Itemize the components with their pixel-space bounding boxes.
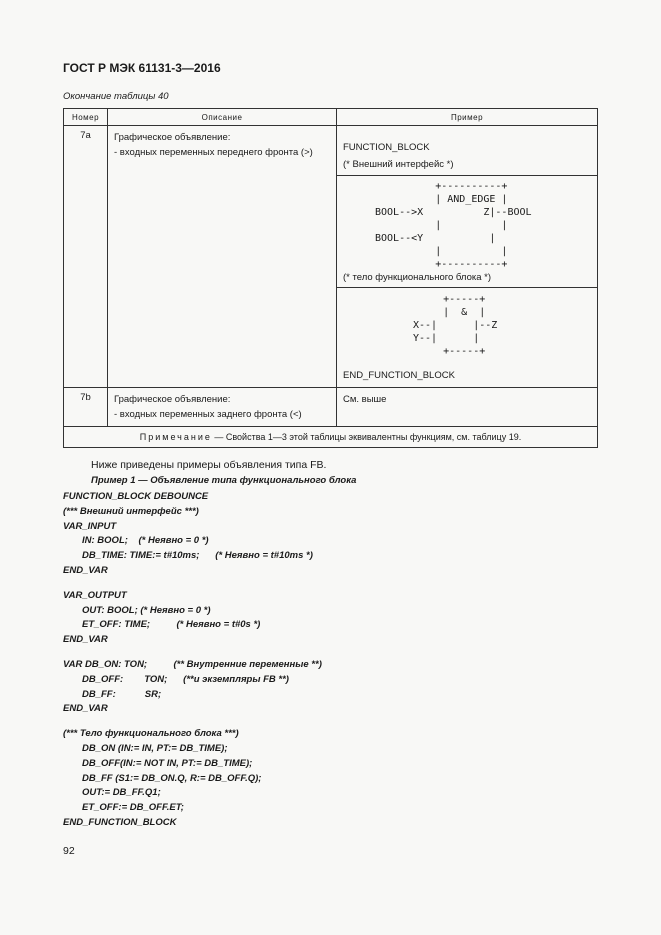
ascii-diagram: +----------+ | AND_EDGE | BOOL-->X Z|--BOOL | | BOOL--<Y | | | +----------+ xyxy=(375,181,532,270)
example-and-edge-diagram xyxy=(337,175,597,287)
example-line: (* Внешний интерфейс *) xyxy=(343,159,454,170)
code-line: END_VAR xyxy=(63,634,108,646)
code-line: DB_OFF: TON; (**и экземпляры FB **) xyxy=(82,673,289,685)
table-row xyxy=(64,126,598,388)
code-line: END_VAR xyxy=(63,703,108,715)
code-line: DB_FF (S1:= DB_ON.Q, R:= DB_OFF.Q); xyxy=(82,772,262,784)
table-40 xyxy=(63,108,598,448)
row-number: 7a xyxy=(64,126,108,388)
code-line: END_VAR xyxy=(63,565,108,576)
code-line: ET_OFF:= DB_OFF.ET; xyxy=(82,802,184,814)
code-line: OUT: BOOL; (* Неявно = 0 *) xyxy=(82,604,211,616)
code-line: (*** Внешний интерфейс ***) xyxy=(63,505,199,517)
example-title: Пример 1 — Объявление типа функционального блока xyxy=(91,475,357,486)
column-header-number: Номер xyxy=(64,109,108,126)
intro-text: Ниже приведены примеры объявления типа FB. xyxy=(91,459,327,471)
code-line: ET_OFF: TIME; (* Неявно = t#0s *) xyxy=(82,619,261,631)
page-number: 92 xyxy=(63,845,75,857)
row-description xyxy=(108,126,337,388)
document-header: ГОСТ Р МЭК 61131-3—2016 xyxy=(63,61,221,75)
table-row xyxy=(64,388,598,427)
example-line: (* тело функционального блока *) xyxy=(343,272,492,283)
code-line: OUT:= DB_FF.Q1; xyxy=(82,787,161,799)
example-and-body-diagram xyxy=(337,287,597,387)
column-header-example: Пример xyxy=(337,109,598,126)
description-line: - входных переменных переднего фронта (>) xyxy=(114,147,313,158)
example-line: END_FUNCTION_BLOCK xyxy=(343,370,455,381)
row-number: 7b xyxy=(64,388,108,427)
column-header-description: Описание xyxy=(108,109,337,126)
code-line: END_FUNCTION_BLOCK xyxy=(63,817,177,828)
code-line: DB_TIME: TIME:= t#10ms; (* Неявно = t#10ms *) xyxy=(82,550,313,562)
description-line: Графическое объявление: xyxy=(114,394,231,405)
table-note xyxy=(64,427,598,448)
code-line: DB_OFF(IN:= NOT IN, PT:= DB_TIME); xyxy=(82,757,253,769)
code-line: IN: BOOL; (* Неявно = 0 *) xyxy=(82,535,209,547)
description-line: - входных переменных заднего фронта (<) xyxy=(114,409,302,420)
code-line: VAR DB_ON: TON; (** Внутренние переменные **) xyxy=(63,659,322,670)
example-line: FUNCTION_BLOCK xyxy=(343,142,430,153)
ascii-diagram: +-----+ | & | X--| |--Z Y--| | +-----+ xyxy=(413,294,498,357)
example-line: См. выше xyxy=(343,394,387,405)
code-line: VAR_INPUT xyxy=(63,520,117,532)
row-description xyxy=(108,388,337,427)
note-text: — Свойства 1—3 этой таблицы эквивалентны функциям, см. таблицу 19. xyxy=(211,432,522,442)
code-line: VAR_OUTPUT xyxy=(63,589,127,601)
code-line: DB_FF: SR; xyxy=(82,688,162,700)
example-interface xyxy=(337,126,597,175)
table-header-row xyxy=(64,109,598,126)
table-note-row xyxy=(64,427,598,448)
note-prefix: Примечание xyxy=(139,432,212,442)
code-line: FUNCTION_BLOCK DEBOUNCE xyxy=(63,491,209,502)
code-line: DB_ON (IN:= IN, PT:= DB_TIME); xyxy=(82,743,228,754)
code-line: (*** Тело функционального блока ***) xyxy=(63,728,239,740)
table-caption: Окончание таблицы 40 xyxy=(63,91,169,102)
row-example xyxy=(337,388,598,427)
row-example xyxy=(337,126,598,388)
description-line: Графическое объявление: xyxy=(114,132,231,143)
